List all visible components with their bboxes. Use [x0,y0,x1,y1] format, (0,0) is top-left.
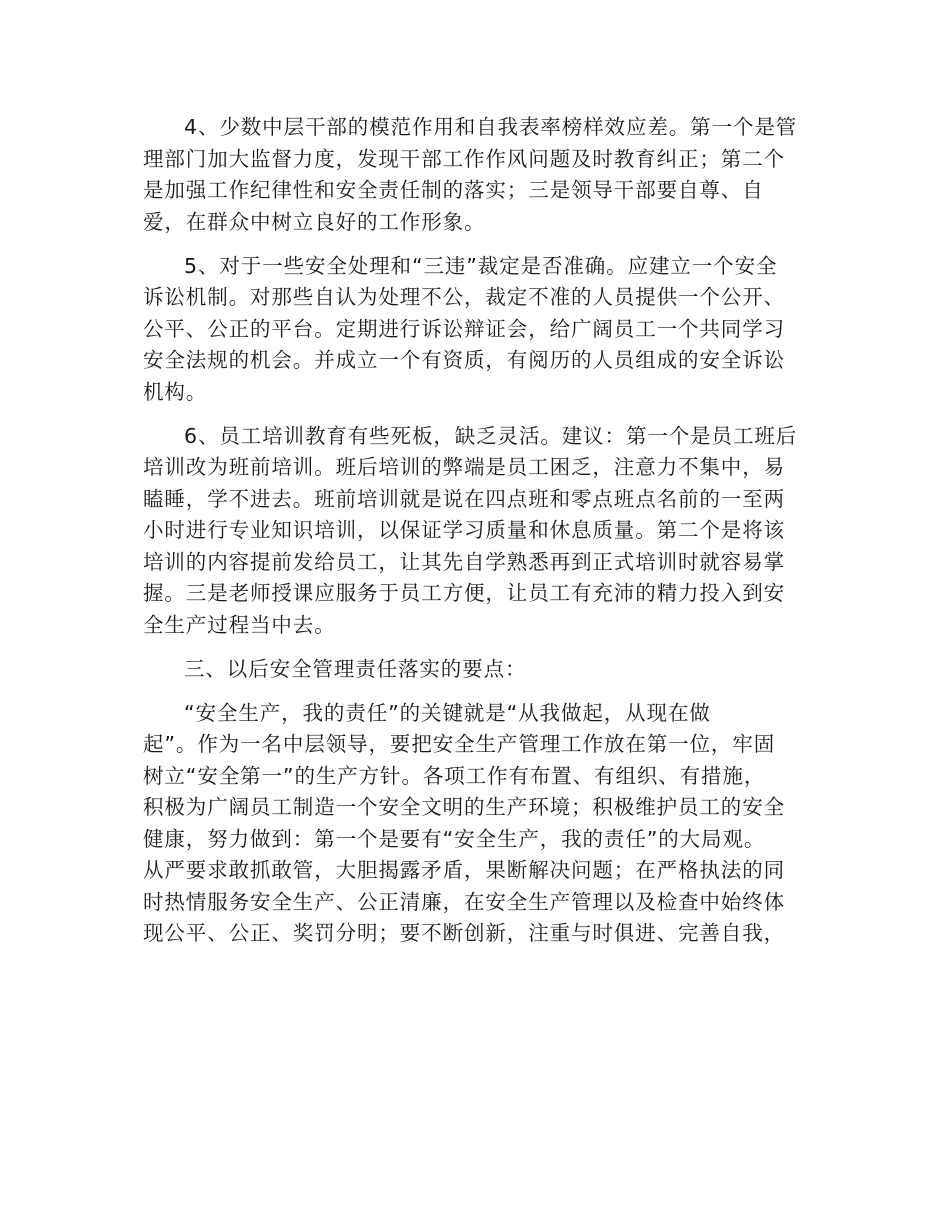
text-line: 公平、公正的平台。定期进行诉讼辩证会，给广阔员工一个共同学习 [143,316,785,341]
paragraph-item-6 [143,421,808,642]
text-line: 握。三是老师授课应服务于员工方便，让员工有充沛的精力投入到安 [143,581,785,605]
text-line: 时热情服务安全生产、公正清廉，在安全生产管理以及检查中始终体 [143,889,785,914]
text-line: 健康，努力做到：第一个是要有“安全生产，我的责任”的大局观。 [143,826,766,851]
text-line: 5、对于一些安全处理和“三违”裁定是否准确。应建立一个安全 [184,253,778,278]
text-line: 树立“安全第一”的生产方针。各项工作有布置、有组织、有措施， [143,763,766,788]
text-line: 小时进行专业知识培训，以保证学习质量和休息质量。第二个是将该 [143,518,785,542]
text-line: 爱，在群众中树立良好的工作形象。 [143,209,486,234]
heading-line: 三、以后安全管理责任落实的要点： [184,656,527,681]
text-line: 4、少数中层干部的模范作用和自我表率榜样效应差。第一个是管 [184,115,798,139]
paragraph-item-4 [143,112,808,238]
text-line: 培训改为班前培训。班后培训的弊端是员工困乏，注意力不集中，易 [143,455,785,479]
text-line: 积极为广阔员工制造一个安全文明的生产环境；积极维护员工的安全 [143,795,785,819]
text-line: 诉讼机制。对那些自认为处理不公，裁定不准的人员提供一个公开、 [143,285,785,309]
text-line: 是加强工作纪律性和安全责任制的落实；三是领导干部要自尊、自 [143,178,764,202]
text-line: 6、员工培训教育有些死板，缺乏灵活。建议：第一个是员工班后 [184,423,798,448]
text-line: 全生产过程当中去。 [143,612,336,637]
text-line: 机构。 [143,379,208,404]
text-line: 理部门加大监督力度，发现干部工作作风问题及时教育纠正；第二个 [143,146,785,171]
text-line: 瞌睡，学不进去。班前培训就是说在四点班和零点班点名前的一至两 [143,486,785,511]
text-line: 现公平、公正、奖罚分明；要不断创新，注重与时俱进、完善自我， [143,921,785,945]
paragraph-key-points [143,698,808,950]
document-body [143,112,808,950]
text-line: 培训的内容提前发给员工，让其先自学熟悉再到正式培训时就容易掌 [143,549,785,574]
text-line: 从严要求敢抓敢管，大胆揭露矛盾，果断解决问题；在严格执法的同 [143,858,785,882]
section-heading [143,654,808,686]
text-line: 安全法规的机会。并成立一个有资质，有阅历的人员组成的安全诉讼 [143,348,785,372]
text-line: “安全生产，我的责任”的关键就是“从我做起，从现在做 [184,700,711,725]
text-line: 起”。作为一名中层领导，要把安全生产管理工作放在第一位，牢固 [143,732,776,756]
paragraph-item-5 [143,251,808,409]
